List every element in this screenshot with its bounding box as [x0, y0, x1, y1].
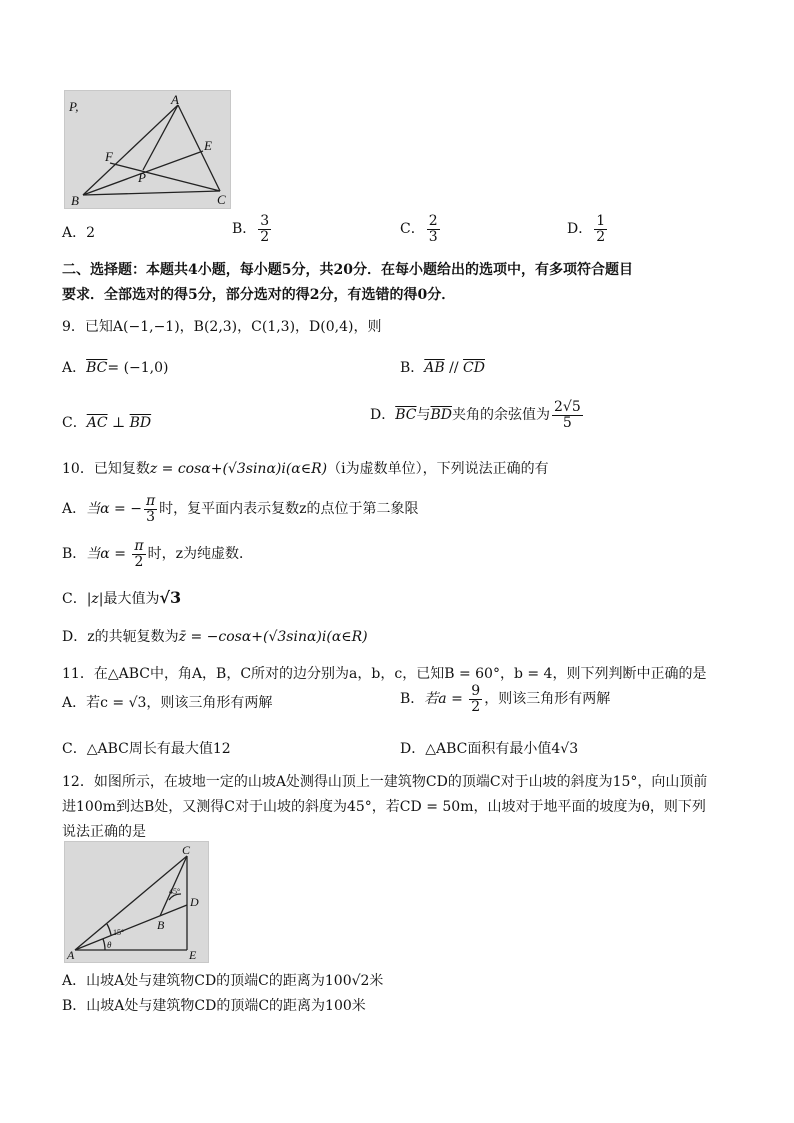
q8-option-d[interactable]: D． $\frac{1}{2}$: [567, 213, 606, 245]
label-theta: θ: [107, 940, 112, 950]
q10-stem: 10．已知复数z = cosα+(√3sinα)i(α∈R)（i为虚数单位），下列说法正确的有: [62, 461, 549, 477]
q8-triangle-figure: [64, 90, 231, 209]
q11-option-d[interactable]: D．△ABC面积有最小值4√3: [400, 741, 579, 757]
label-b: B: [71, 193, 79, 208]
q9-option-c[interactable]: C．$\overline{AC}$ ⊥ $\overline{BD}$: [62, 415, 152, 431]
label-f: F: [105, 149, 113, 164]
section2-heading-line2: 要求．全部选对的得5分，部分选对的得2分，有选错的得0分．: [62, 287, 456, 303]
q8-option-b[interactable]: B． $\frac{3}{2}$: [232, 213, 270, 245]
q8-option-c[interactable]: C． $\frac{2}{3}$: [400, 213, 438, 245]
q12-stem-line2: 进100m到达B处，又测得C对于山坡的斜度为45°，若CD = 50m，山坡对于地平面的坡度为θ，则下列: [62, 799, 706, 815]
label-d: D: [190, 895, 199, 909]
q12-option-a[interactable]: A．山坡A处与建筑物CD的顶端C的距离为100√2米: [62, 973, 384, 989]
label-e: E: [189, 948, 197, 962]
label-p: P: [138, 170, 146, 185]
q10-option-b[interactable]: B．当α = $\frac{\pi}{2}$ 时，z为纯虚数．: [62, 538, 253, 570]
q12-stem-line1: 12．如图所示，在坡地一定的山坡A处测得山顶上一建筑物CD的顶端C对于山坡的斜度为15°，向山顶前: [62, 774, 708, 790]
q8-option-a[interactable]: A．2: [62, 225, 96, 241]
q10-option-a[interactable]: A．当α = − $\frac{\pi}{3}$ 时，复平面内表示复数z的点位于第二象限: [62, 493, 419, 525]
q11-option-c[interactable]: C．△ABC周长有最大值12: [62, 741, 231, 757]
label-a: A: [67, 948, 75, 962]
label-p-top: P,: [69, 99, 79, 114]
q11-option-a[interactable]: A．若c = √3，则该三角形有两解: [62, 695, 273, 711]
section2-heading-line1: 二、选择题：本题共4小题，每小题5分，共20分．在每小题给出的选项中，有多项符合题目: [62, 262, 633, 278]
q12-option-b[interactable]: B．山坡A处与建筑物CD的顶端C的距离为100米: [62, 998, 366, 1014]
label-e: E: [204, 138, 212, 153]
q9-option-a[interactable]: A．$\overline{BC}= (-1,0)$: [62, 360, 169, 376]
q9-option-d[interactable]: D．$\overline{BC}$与$\overline{BD}$夹角的余弦值为 $\frac{2√5}{5}$: [370, 399, 581, 431]
label-c: C: [217, 192, 226, 207]
q12-slope-figure: [64, 841, 209, 963]
label-a: A: [171, 92, 179, 107]
q12-stem-line3: 说法正确的是: [62, 824, 146, 840]
label-c: C: [182, 843, 191, 857]
label-b: B: [157, 918, 165, 932]
q10-option-d[interactable]: D．z的共轭复数为z̄ = −cosα+(√3sinα)i(α∈R): [62, 629, 368, 645]
label-45: 45°: [169, 887, 181, 896]
label-15: 15°: [113, 928, 125, 937]
q9-option-b[interactable]: B．$\overline{AB} // \overline{CD}$: [400, 360, 485, 376]
q9-stem: 9．已知A(−1,−1)，B(2,3)，C(1,3)，D(0,4)，则: [62, 319, 382, 335]
q11-option-b[interactable]: B．若a = $\frac{9}{2}$ ，则该三角形有两解: [400, 683, 611, 715]
q11-stem: 11．在△ABC中，角A，B，C所对的边分别为a，b，c，已知B = 60°，b = 4，则下列判断中正确的是: [62, 666, 707, 682]
q10-option-c[interactable]: C．|z|最大值为√3: [62, 588, 182, 607]
